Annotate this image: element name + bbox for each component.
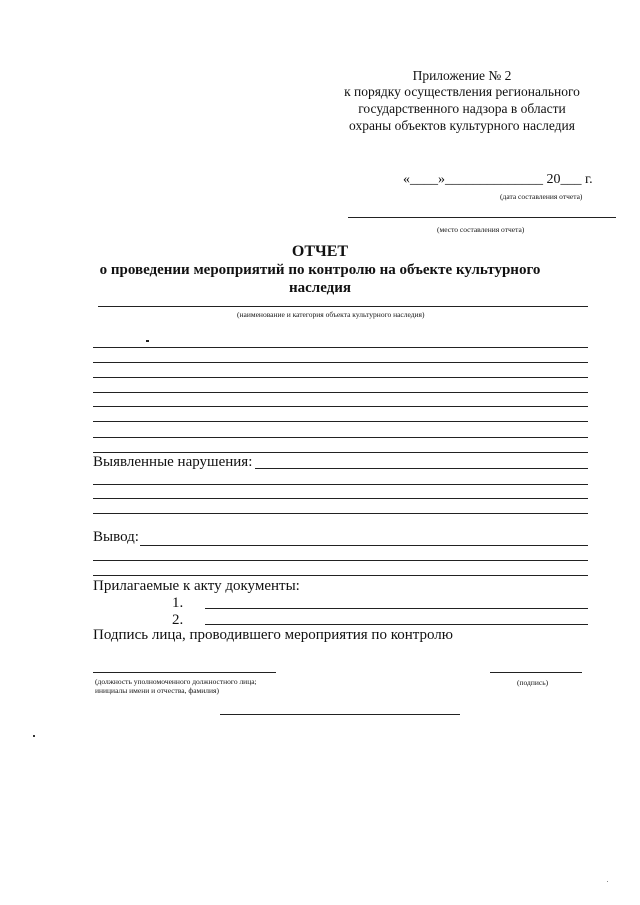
blank-line (93, 484, 588, 485)
place-caption: (место составления отчета) (437, 225, 525, 234)
blank-line (93, 362, 588, 363)
stray-mark (33, 735, 35, 737)
sign-line (490, 672, 582, 673)
position-caption-1: (должность уполномоченного должностного лица; (95, 677, 257, 686)
sign-caption: (подпись) (517, 678, 549, 687)
blank-line (93, 406, 588, 407)
report-subtitle-2: наследия (288, 280, 352, 296)
blank-line (93, 377, 588, 378)
annex-title: Приложение № 2 (412, 68, 512, 83)
blank-line (93, 421, 588, 422)
blank-line (93, 452, 588, 453)
blank-line (93, 347, 588, 348)
position-caption-2: инициалы имени и отчества, фамилия) (95, 686, 219, 695)
document-item-number: 2. (172, 612, 184, 628)
annex-line-4: охраны объектов культурного наследия (349, 118, 575, 133)
annex-line-3: государственного надзора в области (358, 101, 566, 116)
signature-label: Подпись лица, проводившего мероприятия по контролю (93, 627, 453, 643)
conclusion-label: Вывод: (93, 529, 139, 545)
blank-line (93, 437, 588, 438)
document-item-number: 1. (172, 595, 184, 611)
blank-line (93, 513, 588, 514)
blank-line (93, 498, 588, 499)
date-field: «____»______________ 20___ г. (403, 172, 593, 187)
report-title: ОТЧЕТ (291, 243, 349, 260)
violations-line (255, 468, 588, 469)
blank-line (93, 392, 588, 393)
blank-line (93, 575, 588, 576)
document-item-line (205, 624, 588, 625)
documents-label: Прилагаемые к акту документы: (93, 578, 300, 594)
place-line (348, 217, 616, 218)
document-item-line (205, 608, 588, 609)
stray-mark (607, 881, 608, 882)
report-subtitle-1: о проведении мероприятий по контролю на объекте культурного (99, 262, 541, 278)
conclusion-line (140, 545, 588, 546)
bottom-line (220, 714, 460, 715)
position-line (93, 672, 276, 673)
stray-mark (146, 340, 149, 342)
date-caption: (дата составления отчета) (500, 192, 583, 201)
blank-line (93, 560, 588, 561)
object-line (98, 306, 588, 307)
object-caption: (наименование и категория объекта культурного наследия) (237, 310, 425, 319)
violations-label: Выявленные нарушения: (93, 454, 253, 470)
annex-line-2: к порядку осуществления регионального (344, 84, 580, 99)
